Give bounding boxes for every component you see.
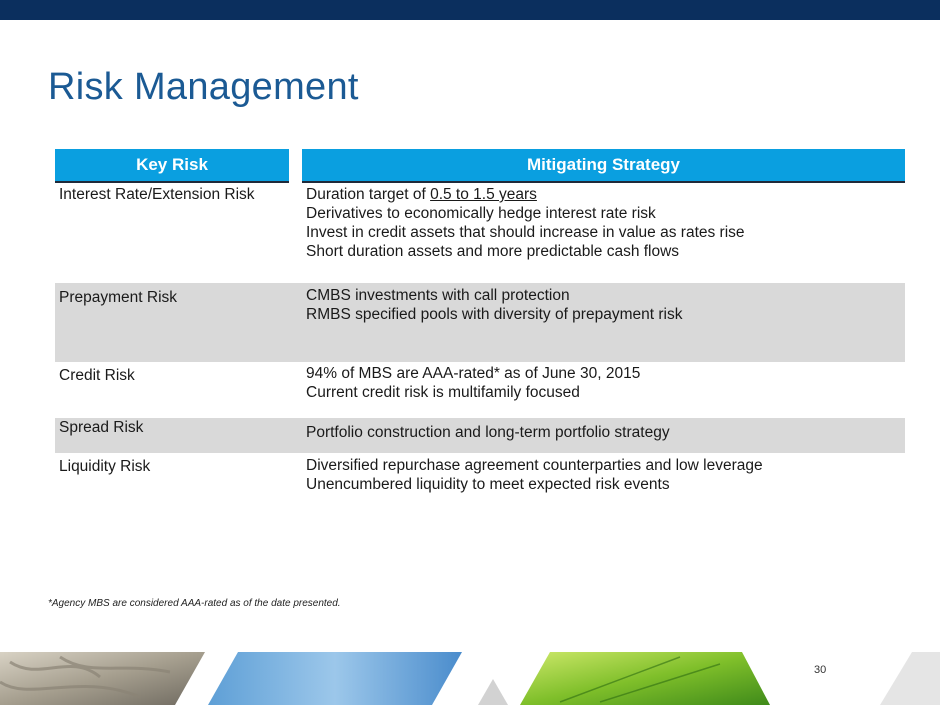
strategy-lines — [306, 185, 745, 261]
strategy-line: 94% of MBS are AAA-rated* as of June 30, 2015 — [306, 365, 641, 382]
strategy-line: CMBS investments with call protection — [306, 287, 570, 304]
page-number: 30 — [814, 664, 827, 676]
header-key-risk: Key Risk — [55, 149, 289, 181]
strategy-line: Derivatives to economically hedge interest rate risk — [306, 205, 656, 222]
risk-name: Credit Risk — [59, 367, 135, 384]
sky-image — [208, 652, 462, 705]
decorative-image-strip — [0, 652, 940, 705]
strategy-lines — [306, 423, 670, 442]
risk-name: Interest Rate/Extension Risk — [59, 186, 255, 203]
strategy-lines — [306, 286, 682, 324]
table-row — [55, 283, 905, 362]
strategy-line: Invest in credit assets that should increase in value as rates rise — [306, 224, 745, 241]
strategy-lines — [306, 456, 763, 494]
table-row — [55, 453, 905, 503]
leaf-image — [520, 652, 770, 705]
strategy-line: Portfolio construction and long-term portfolio strategy — [306, 424, 670, 441]
risk-name: Spread Risk — [59, 419, 144, 436]
table-row — [55, 362, 905, 418]
strategy-line: Duration target of 0.5 to 1.5 years — [306, 186, 537, 203]
table-row — [55, 183, 905, 283]
gray-corner-shape — [880, 652, 940, 705]
rope-image — [0, 652, 205, 705]
strategy-line: Current credit risk is multifamily focused — [306, 384, 580, 401]
strategy-line: Diversified repurchase agreement counterparties and low leverage — [306, 457, 763, 474]
strategy-line: RMBS specified pools with diversity of prepayment risk — [306, 306, 683, 323]
risk-name: Liquidity Risk — [59, 458, 151, 475]
strategy-line: Short duration assets and more predictable cash flows — [306, 243, 680, 260]
risk-name: Prepayment Risk — [59, 289, 178, 306]
gray-triangle — [478, 679, 508, 705]
header-mitigating-strategy: Mitigating Strategy — [302, 149, 905, 181]
duration-target: 0.5 to 1.5 years — [430, 186, 537, 203]
top-banner — [0, 0, 940, 20]
strategy-line: Unencumbered liquidity to meet expected risk events — [306, 476, 670, 493]
slide-title: Risk Management — [48, 66, 359, 108]
footnote: *Agency MBS are considered AAA-rated as of the date presented. — [48, 598, 341, 609]
table-row — [55, 418, 905, 453]
strategy-lines — [306, 364, 640, 402]
